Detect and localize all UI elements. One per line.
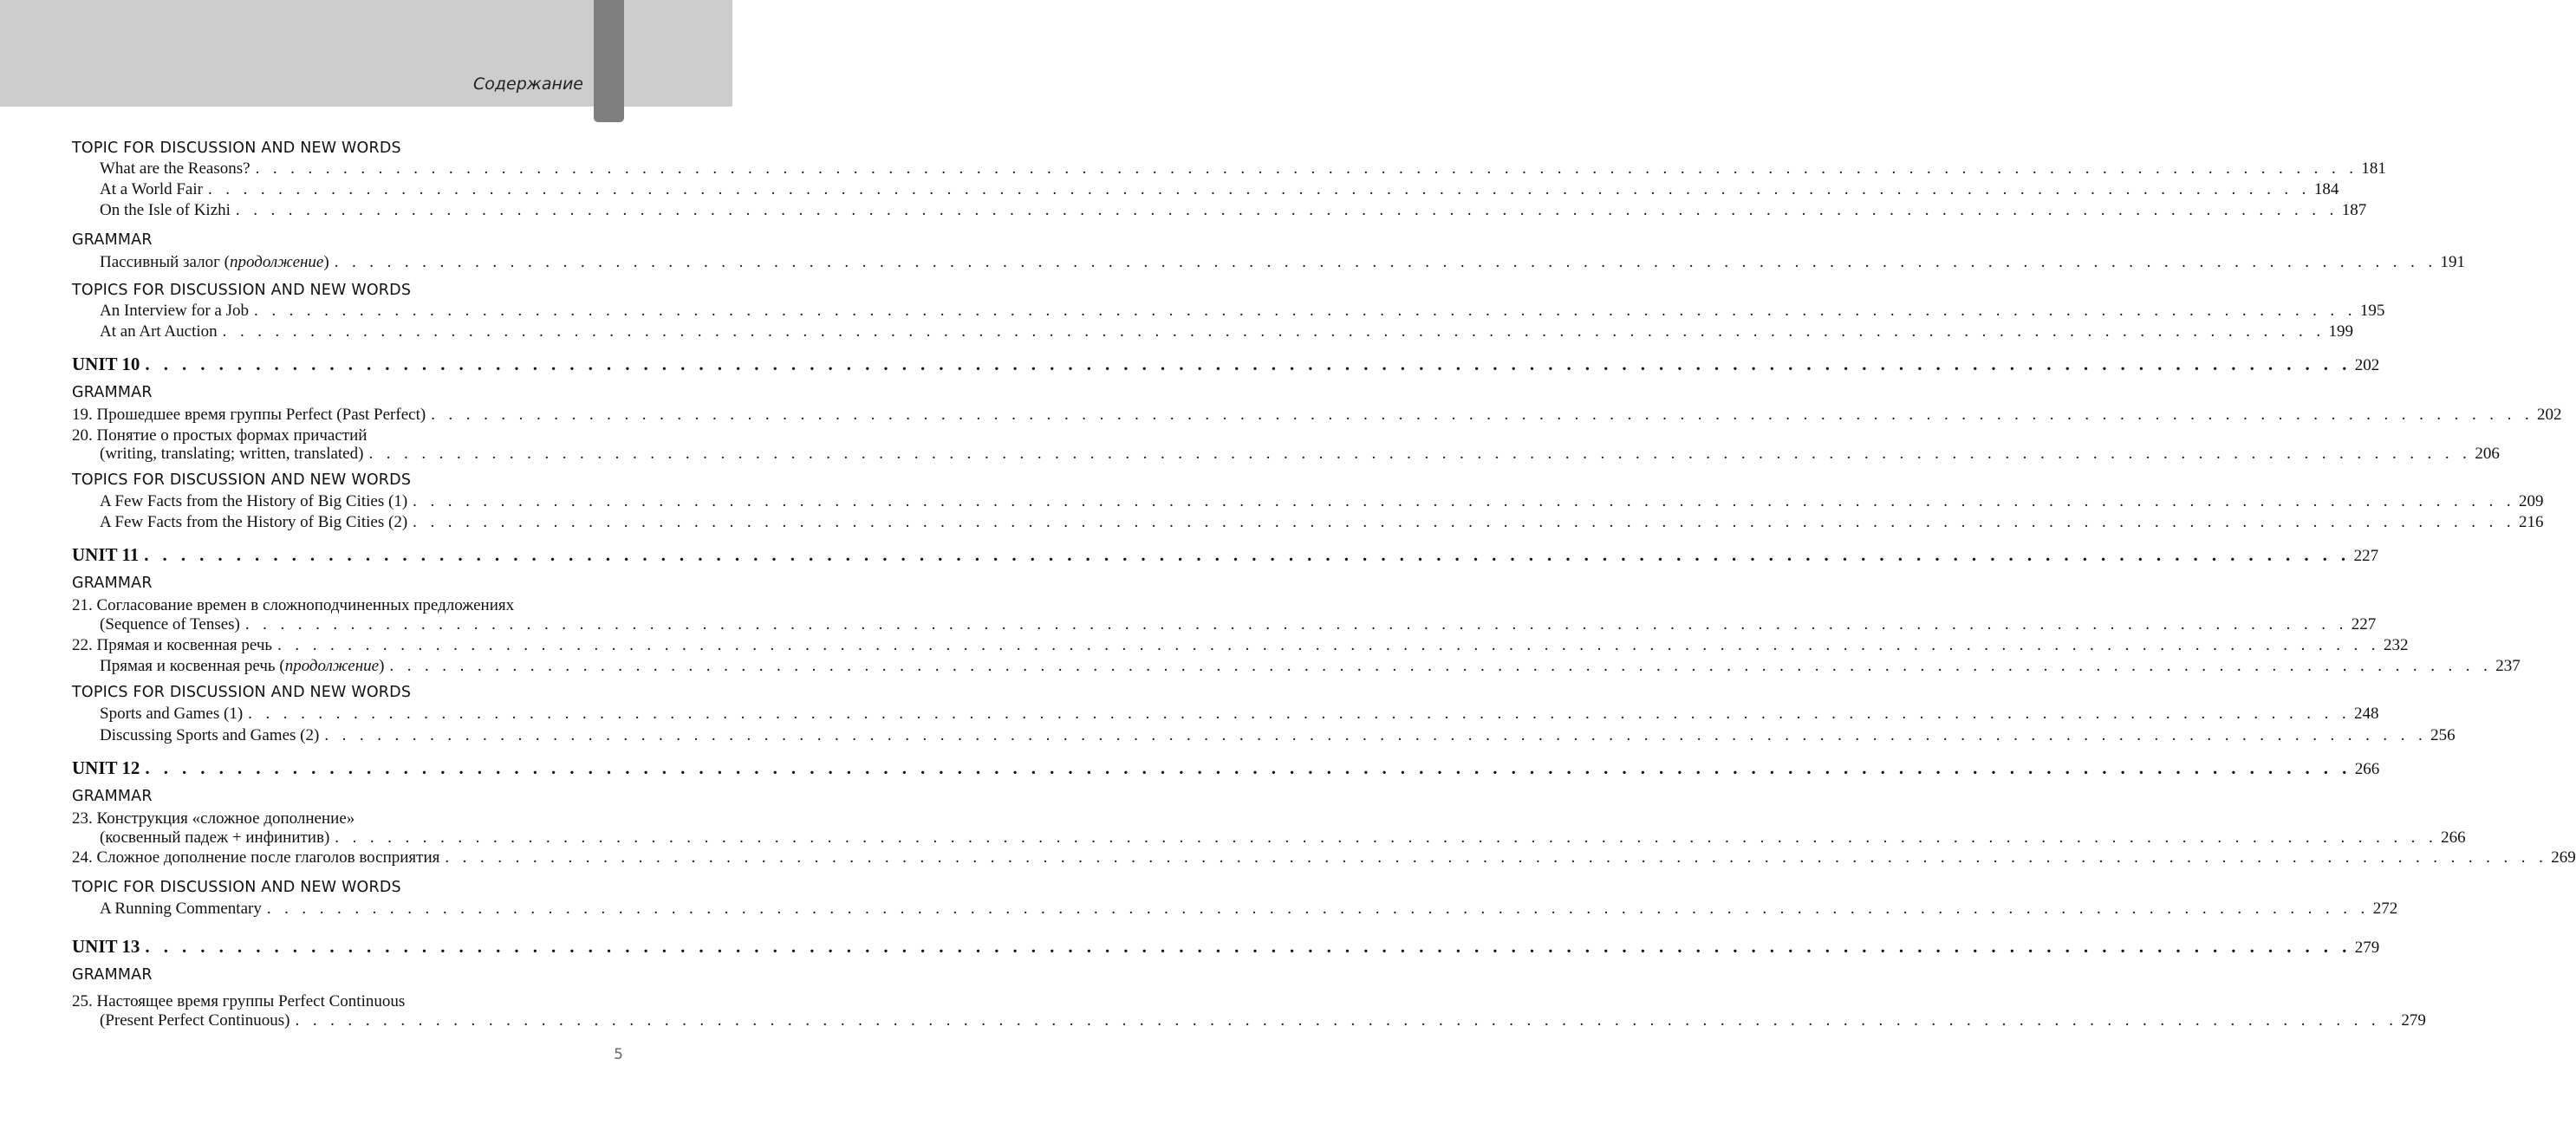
leader-dots: . . . . . . . . . . . . . . . . . . . . . . . . . . . . . . . . . . . . . . . . . . . . . . . . . . . . . . . . . . . . . . . . . . . . . . . . . . . . . . . . . . . . . . . . . . . . . . . . . . . . . . . . . . . . . . . . . . . . . . . .	[144, 544, 2351, 565]
toc-entry	[100, 201, 2367, 220]
toc-entry-title	[72, 545, 139, 564]
toc-entry-title: 21. Согласование времен в сложноподчиненных предложениях	[72, 596, 515, 614]
page-ref: 232	[2383, 636, 2409, 654]
leader-dots: . . . . . . . . . . . . . . . . . . . . . . . . . . . . . . . . . . . . . . . . . . . . . . . . . . . . . . . . . . . . . . . . . . . . . . . . . . . . . . . . . . . . . . . . . . . . . . . . . . . . . . . . . . . . . . . . . . . . . . . .	[145, 757, 2352, 778]
toc-entry-title	[100, 302, 249, 321]
entry-text: UNIT 11	[72, 544, 140, 565]
entry-text: 22. Прямая и косвенная речь	[72, 636, 273, 654]
toc-entry-title	[100, 253, 329, 272]
entry-text: (Sequence of Tenses)	[100, 615, 240, 633]
toc-entry	[100, 1011, 2426, 1030]
toc-entry-title	[100, 615, 240, 634]
entry-italic: продолжение	[284, 657, 380, 675]
leader-dots: . . . . . . . . . . . . . . . . . . . . . . . . . . . . . . . . . . . . . . . . . . . . . . . . . . . . . . . . . . . . . . . . . . . . . . . . . . . . . . . . . . . . . . . . . . . . . . . . . . . . . . . . . . . . . . . . . . . . . . . .	[445, 848, 2548, 867]
unit-heading	[72, 757, 2380, 779]
toc-entry	[100, 253, 2466, 272]
toc-entry	[100, 513, 2544, 532]
leader-dots: . . . . . . . . . . . . . . . . . . . . . . . . . . . . . . . . . . . . . . . . . . . . . . . . . . . . . . . . . . . . . . . . . . . . . . . . . . . . . . . . . . . . . . . . . . . . . . . . . . . . . . . . . . . . . . . . . . . . . . . .	[413, 513, 2516, 531]
leader-dots: . . . . . . . . . . . . . . . . . . . . . . . . . . . . . . . . . . . . . . . . . . . . . . . . . . . . . . . . . . . . . . . . . . . . . . . . . . . . . . . . . . . . . . . . . . . . . . . . . . . . . . . . . . . . . . . . . . . . . . . .	[389, 657, 2493, 675]
entry-text: (writing, translating; written, translated)	[100, 445, 364, 463]
entry-text: An Interview for a Job	[100, 302, 250, 320]
toc-entry	[72, 636, 2409, 655]
toc-entry-title	[100, 900, 262, 919]
toc-entry-title	[100, 828, 329, 848]
leader-dots: . . . . . . . . . . . . . . . . . . . . . . . . . . . . . . . . . . . . . . . . . . . . . . . . . . . . . . . . . . . . . . . . . . . . . . . . . . . . . . . . . . . . . . . . . . . . . . . . . . . . . . . . . . . . . . . . . . . . . . . .	[368, 445, 2472, 463]
unit-heading	[72, 936, 2380, 958]
leader-dots: . . . . . . . . . . . . . . . . . . . . . . . . . . . . . . . . . . . . . . . . . . . . . . . . . . . . . . . . . . . . . . . . . . . . . . . . . . . . . . . . . . . . . . . . . . . . . . . . . . . . . . . . . . . . . . . . . . . . . . . .	[324, 726, 2428, 744]
section-heading: TOPIC FOR DISCUSSION AND NEW WORDS	[72, 879, 401, 896]
section-heading: GRAMMAR	[72, 966, 153, 984]
thumb-tab	[594, 0, 624, 122]
toc-entry-title: 20. Понятие о простых формах причастий	[72, 426, 368, 445]
toc-entry-title	[100, 159, 250, 179]
leader-dots: . . . . . . . . . . . . . . . . . . . . . . . . . . . . . . . . . . . . . . . . . . . . . . . . . . . . . . . . . . . . . . . . . . . . . . . . . . . . . . . . . . . . . . . . . . . . . . . . . . . . . . . . . . . . . . . . . . . . . . . .	[334, 253, 2437, 271]
leader-dots: . . . . . . . . . . . . . . . . . . . . . . . . . . . . . . . . . . . . . . . . . . . . . . . . . . . . . . . . . . . . . . . . . . . . . . . . . . . . . . . . . . . . . . . . . . . . . . . . . . . . . . . . . . . . . . . . . . . . . . . .	[222, 322, 2326, 341]
entry-text: A Running Commentary	[100, 900, 262, 918]
entry-text: (косвенный падеж + инфинитив)	[100, 828, 330, 847]
toc-entry	[100, 159, 2386, 179]
toc-entry	[100, 726, 2456, 745]
section-heading: GRAMMAR	[72, 788, 153, 805]
leader-dots: . . . . . . . . . . . . . . . . . . . . . . . . . . . . . . . . . . . . . . . . . . . . . . . . . . . . . . . . . . . . . . . . . . . . . . . . . . . . . . . . . . . . . . . . . . . . . . . . . . . . . . . . . . . . . . . . . . . . . . . .	[431, 406, 2534, 424]
toc-entry	[100, 828, 2466, 848]
page-ref: 256	[2430, 726, 2456, 744]
page-ref: 202	[2354, 356, 2380, 374]
toc-entry	[100, 302, 2385, 321]
entry-italic: продолжение	[229, 253, 324, 271]
entry-after: )	[323, 253, 329, 271]
entry-text: On the Isle of Kizhi	[100, 201, 231, 219]
section-heading: GRAMMAR	[72, 231, 153, 249]
entry-text: Discussing Sports and Games (2)	[100, 726, 320, 744]
toc-entry-title	[72, 937, 140, 956]
toc-entry	[72, 848, 2576, 867]
toc-entry-title: 23. Конструкция «сложное дополнение»	[72, 809, 355, 828]
toc-entry-title	[100, 445, 363, 464]
page-ref: 237	[2495, 657, 2521, 675]
page-ref: 187	[2341, 201, 2367, 219]
page-ref: 227	[2351, 615, 2377, 633]
toc-entry	[100, 615, 2377, 634]
toc-entry	[100, 180, 2339, 199]
toc-entry-title	[72, 354, 140, 374]
leader-dots: . . . . . . . . . . . . . . . . . . . . . . . . . . . . . . . . . . . . . . . . . . . . . . . . . . . . . . . . . . . . . . . . . . . . . . . . . . . . . . . . . . . . . . . . . . . . . . . . . . . . . . . . . . . . . . . . . . . . . . . .	[145, 936, 2352, 957]
page-ref: 202	[2537, 406, 2562, 424]
header-title: Содержание	[473, 75, 583, 94]
unit-heading	[72, 354, 2380, 375]
entry-text: At a World Fair	[100, 180, 203, 198]
entry-text: 19. Прошедшее время группы Perfect (Past Perfect)	[72, 406, 426, 424]
leader-dots: . . . . . . . . . . . . . . . . . . . . . . . . . . . . . . . . . . . . . . . . . . . . . . . . . . . . . . . . . . . . . . . . . . . . . . . . . . . . . . . . . . . . . . . . . . . . . . . . . . . . . . . . . . . . . . . . . . . . . . . .	[235, 201, 2339, 219]
page-ref: 227	[2353, 547, 2379, 565]
page-ref: 184	[2313, 180, 2339, 198]
leader-dots: . . . . . . . . . . . . . . . . . . . . . . . . . . . . . . . . . . . . . . . . . . . . . . . . . . . . . . . . . . . . . . . . . . . . . . . . . . . . . . . . . . . . . . . . . . . . . . . . . . . . . . . . . . . . . . . . . . . . . . . .	[335, 828, 2438, 847]
leader-dots: . . . . . . . . . . . . . . . . . . . . . . . . . . . . . . . . . . . . . . . . . . . . . . . . . . . . . . . . . . . . . . . . . . . . . . . . . . . . . . . . . . . . . . . . . . . . . . . . . . . . . . . . . . . . . . . . . . . . . . . .	[145, 354, 2352, 374]
section-heading: TOPIC FOR DISCUSSION AND NEW WORDS	[72, 140, 401, 157]
unit-heading	[72, 544, 2379, 566]
page-number: 5	[614, 1046, 623, 1063]
entry-text: Sports and Games (1)	[100, 705, 244, 723]
section-heading: TOPICS FOR DISCUSSION AND NEW WORDS	[72, 684, 412, 701]
toc-entry-title	[100, 180, 203, 199]
toc-entry-title	[72, 848, 439, 867]
section-heading: TOPICS FOR DISCUSSION AND NEW WORDS	[72, 282, 412, 299]
page-ref: 209	[2519, 492, 2544, 510]
page-ref: 248	[2354, 705, 2379, 723]
page-ref: 181	[2361, 159, 2386, 178]
entry-text: What are the Reasons?	[100, 159, 250, 178]
entry-text: A Few Facts from the History of Big Cities (2)	[100, 513, 408, 531]
page-ref: 266	[2441, 828, 2466, 847]
entry-text: UNIT 13	[72, 936, 140, 957]
page-ref: 279	[2354, 939, 2380, 957]
toc-entry-title	[72, 406, 426, 425]
leader-dots: . . . . . . . . . . . . . . . . . . . . . . . . . . . . . . . . . . . . . . . . . . . . . . . . . . . . . . . . . . . . . . . . . . . . . . . . . . . . . . . . . . . . . . . . . . . . . . . . . . . . . . . . . . . . . . . . . . . . . . . .	[295, 1011, 2398, 1030]
section-heading: GRAMMAR	[72, 575, 153, 592]
toc-entry	[72, 406, 2562, 425]
toc-entry-title	[72, 758, 140, 777]
toc-entry-title: 25. Настоящее время группы Perfect Continuous	[72, 992, 406, 1010]
entry-text: (Present Perfect Continuous)	[100, 1011, 290, 1030]
toc-entry	[100, 492, 2544, 511]
toc-entry-title	[100, 657, 384, 676]
page-ref: 266	[2354, 760, 2380, 778]
leader-dots: . . . . . . . . . . . . . . . . . . . . . . . . . . . . . . . . . . . . . . . . . . . . . . . . . . . . . . . . . . . . . . . . . . . . . . . . . . . . . . . . . . . . . . . . . . . . . . . . . . . . . . . . . . . . . . . . . . . . . . . .	[248, 705, 2352, 723]
page-ref: 199	[2328, 322, 2353, 341]
page-ref: 272	[2372, 900, 2398, 918]
leader-dots: . . . . . . . . . . . . . . . . . . . . . . . . . . . . . . . . . . . . . . . . . . . . . . . . . . . . . . . . . . . . . . . . . . . . . . . . . . . . . . . . . . . . . . . . . . . . . . . . . . . . . . . . . . . . . . . . . . . . . . . .	[207, 180, 2311, 198]
entry-text: UNIT 10	[72, 354, 140, 374]
toc-entry-title	[100, 201, 231, 220]
page-ref: 195	[2359, 302, 2385, 320]
page-ref: 279	[2401, 1011, 2426, 1030]
section-heading: GRAMMAR	[72, 384, 153, 401]
entry-text: At an Art Auction	[100, 322, 218, 341]
toc-entry	[100, 322, 2353, 341]
toc-entry-title	[100, 322, 218, 341]
entry-text: UNIT 12	[72, 757, 140, 778]
page-ref: 216	[2519, 513, 2544, 531]
toc-entry	[100, 657, 2521, 676]
toc-entry-title	[100, 513, 407, 532]
entry-text: 24. Сложное дополнение после глаголов восприятия	[72, 848, 440, 867]
leader-dots: . . . . . . . . . . . . . . . . . . . . . . . . . . . . . . . . . . . . . . . . . . . . . . . . . . . . . . . . . . . . . . . . . . . . . . . . . . . . . . . . . . . . . . . . . . . . . . . . . . . . . . . . . . . . . . . . . . . . . . . .	[277, 636, 2380, 654]
leader-dots: . . . . . . . . . . . . . . . . . . . . . . . . . . . . . . . . . . . . . . . . . . . . . . . . . . . . . . . . . . . . . . . . . . . . . . . . . . . . . . . . . . . . . . . . . . . . . . . . . . . . . . . . . . . . . . . . . . . . . . . .	[413, 492, 2516, 510]
toc-entry	[100, 900, 2398, 919]
entry-after: )	[379, 657, 385, 675]
entry-text: A Few Facts from the History of Big Cities (1)	[100, 492, 408, 510]
leader-dots: . . . . . . . . . . . . . . . . . . . . . . . . . . . . . . . . . . . . . . . . . . . . . . . . . . . . . . . . . . . . . . . . . . . . . . . . . . . . . . . . . . . . . . . . . . . . . . . . . . . . . . . . . . . . . . . . . . . . . . . .	[255, 159, 2358, 178]
toc-entry-title	[100, 726, 319, 745]
leader-dots: . . . . . . . . . . . . . . . . . . . . . . . . . . . . . . . . . . . . . . . . . . . . . . . . . . . . . . . . . . . . . . . . . . . . . . . . . . . . . . . . . . . . . . . . . . . . . . . . . . . . . . . . . . . . . . . . . . . . . . . .	[266, 900, 2370, 918]
toc-entry	[100, 445, 2500, 464]
toc-entry-title	[72, 636, 272, 655]
toc-entry-title	[100, 705, 243, 724]
toc-entry-title	[100, 492, 407, 511]
toc-entry	[100, 705, 2379, 724]
page-ref: 206	[2475, 445, 2500, 463]
section-heading: TOPICS FOR DISCUSSION AND NEW WORDS	[72, 471, 412, 489]
entry-text: Пассивный залог (	[100, 253, 230, 271]
leader-dots: . . . . . . . . . . . . . . . . . . . . . . . . . . . . . . . . . . . . . . . . . . . . . . . . . . . . . . . . . . . . . . . . . . . . . . . . . . . . . . . . . . . . . . . . . . . . . . . . . . . . . . . . . . . . . . . . . . . . . . . .	[254, 302, 2357, 320]
page-ref: 191	[2440, 253, 2466, 271]
leader-dots: . . . . . . . . . . . . . . . . . . . . . . . . . . . . . . . . . . . . . . . . . . . . . . . . . . . . . . . . . . . . . . . . . . . . . . . . . . . . . . . . . . . . . . . . . . . . . . . . . . . . . . . . . . . . . . . . . . . . . . . .	[244, 615, 2348, 633]
toc-entry-title	[100, 1011, 290, 1030]
page-ref: 269	[2551, 848, 2576, 867]
entry-text: Прямая и косвенная речь (	[100, 657, 285, 675]
